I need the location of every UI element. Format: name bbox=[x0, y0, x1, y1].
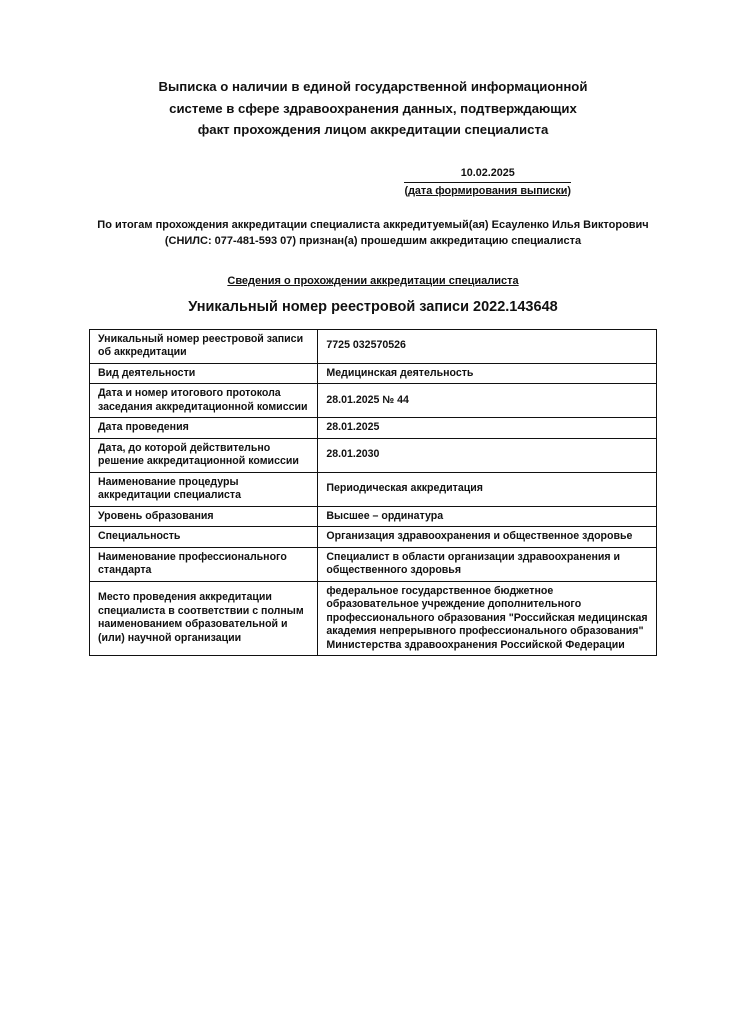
extract-date-block bbox=[404, 167, 571, 198]
table-row bbox=[90, 547, 657, 581]
row-label: Уникальный номер реестровой записи об аккредитации bbox=[90, 329, 318, 363]
row-label: Наименование профессионального стандарта bbox=[90, 547, 318, 581]
row-value: 28.01.2025 № 44 bbox=[318, 384, 657, 418]
row-value: 7725 032570526 bbox=[318, 329, 657, 363]
row-value: федеральное государственное бюджетное образовательное учреждение дополнительного профессионального образования "Российская медицинская академия непрерывного профессионального образования" Министерства здравоохранения Российской Федерации bbox=[318, 581, 657, 656]
row-label: Дата, до которой действительно решение аккредитационной комиссии bbox=[90, 438, 318, 472]
row-label: Место проведения аккредитации специалиста в соответствии с полным наименованием образовательной и (или) научной организации bbox=[90, 581, 318, 656]
row-value: Специалист в области организации здравоохранения и общественного здоровья bbox=[318, 547, 657, 581]
row-value: 28.01.2025 bbox=[318, 418, 657, 439]
table-row bbox=[90, 506, 657, 527]
extract-date-caption: (дата формирования выписки) bbox=[404, 184, 571, 197]
intro-paragraph: По итогам прохождения аккредитации специалиста аккредитуемый(ая) Есауленко Илья Викторович (СНИЛС: 077-481-593 07) признан(а) прошедшим аккредитацию специалиста bbox=[97, 218, 649, 247]
table-row bbox=[90, 581, 657, 656]
table-row bbox=[90, 384, 657, 418]
row-label: Дата и номер итогового протокола заседания аккредитационной комиссии bbox=[90, 384, 318, 418]
row-value: Периодическая аккредитация bbox=[318, 472, 657, 506]
section-heading: Сведения о прохождении аккредитации специалиста bbox=[227, 274, 519, 287]
registry-number-heading: Уникальный номер реестровой записи 2022.143648 bbox=[188, 298, 558, 315]
accreditation-table-body bbox=[90, 329, 657, 656]
document-title: Выписка о наличии в единой государственной информационной системе в сфере здравоохранения данных, подтверждающих факт прохождения лицом аккредитации специалиста bbox=[158, 79, 588, 137]
table-row bbox=[90, 329, 657, 363]
table-row bbox=[90, 363, 657, 384]
table-row bbox=[90, 418, 657, 439]
extract-date-value: 10.02.2025 bbox=[404, 167, 571, 183]
row-value: Организация здравоохранения и общественное здоровье bbox=[318, 527, 657, 548]
table-row bbox=[90, 472, 657, 506]
row-value: Медицинская деятельность bbox=[318, 363, 657, 384]
row-value: 28.01.2030 bbox=[318, 438, 657, 472]
row-value: Высшее – ординатура bbox=[318, 506, 657, 527]
table-row bbox=[90, 438, 657, 472]
row-label: Уровень образования bbox=[90, 506, 318, 527]
row-label: Дата проведения bbox=[90, 418, 318, 439]
row-label: Наименование процедуры аккредитации специалиста bbox=[90, 472, 318, 506]
row-label: Специальность bbox=[90, 527, 318, 548]
accreditation-table bbox=[89, 329, 657, 657]
row-label: Вид деятельности bbox=[90, 363, 318, 384]
table-row bbox=[90, 527, 657, 548]
